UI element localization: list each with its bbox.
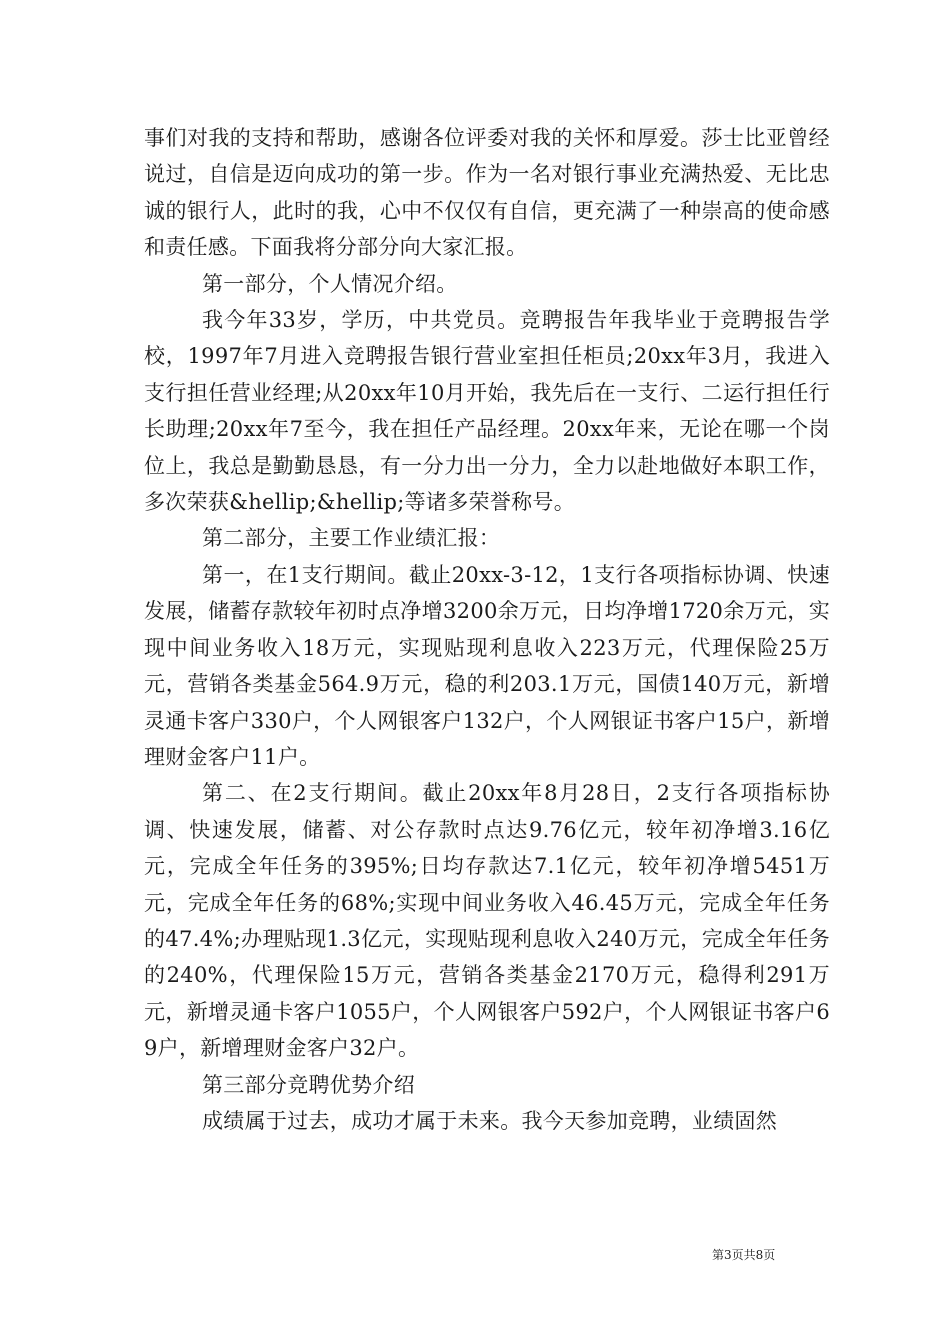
page-number [712, 1247, 775, 1263]
paragraph-personal-info: 我今年33岁，学历，中共党员。竞聘报告年我毕业于竞聘报告学校，1997年7月进入竞聘报告银行营业室担任柜员;20xx年3月，我进入支行担任营业经理;从20xx年10月开始，我先后在一支行、二运行担任行长助理;20xx年7至今，我在担任产品经理。20xx年来，无论在哪一个岗位上，我总是勤勤恳恳，有一分力出一分力，全力以赴地做好本职工作，多次荣获&hellip;&hellip;等诸多荣誉称号。 [144, 308, 830, 515]
heading-part-one: 第一部分，个人情况介绍。 [202, 271, 458, 296]
heading-part-three: 第三部分竞聘优势介绍 [202, 1072, 415, 1097]
paragraph-intro-continued: 事们对我的支持和帮助，感谢各位评委对我的关怀和厚爱。莎士比亚曾经说过，自信是迈向成功的第一步。作为一名对银行事业充满热爱、无比忠诚的银行人，此时的我，心中不仅仅有自信，更充满了一种崇高的使命感和责任感。下面我将分部分向大家汇报。 [144, 126, 830, 260]
paragraph-advantages: 成绩属于过去，成功才属于未来。我今天参加竞聘，业绩固然 [202, 1108, 778, 1133]
heading-part-two: 第二部分，主要工作业绩汇报： [202, 526, 501, 551]
paragraph-branch-2: 第二、在2支行期间。截止20xx年8月28日，2支行各项指标协调、快速发展，储蓄、对公存款时点达9.76亿元，较年初净增3.16亿元，完成全年任务的395%;日均存款达7.1亿元，较年初净增5451万元，完成全年任务的68%;实现中间业务收入46.45万元，完成全年任务的47.4%;办理贴现1.3亿元，实现贴现利息收入240万元，完成全年任务的240%，代理保险15万元，营销各类基金2170万元，稳得利291万元，新增灵通卡客户1055户，个人网银客户592户，个人网银证书客户69户，新增理财金客户32户。 [144, 781, 830, 1061]
paragraph-branch-1: 第一，在1支行期间。截止20xx-3-12，1支行各项指标协调、快速发展，储蓄存款较年初时点净增3200余万元，日均净增1720余万元，实现中间业务收入18万元，实现贴现利息收入223万元，代理保险25万元，营销各类基金564.9万元，稳的利203.1万元，国债140万元，新增灵通卡客户330户，个人网银客户132户，个人网银证书客户15户，新增理财金客户11户。 [144, 562, 830, 769]
document-body [144, 120, 830, 1139]
page-number-label: 第3页共8页 [712, 1248, 776, 1262]
